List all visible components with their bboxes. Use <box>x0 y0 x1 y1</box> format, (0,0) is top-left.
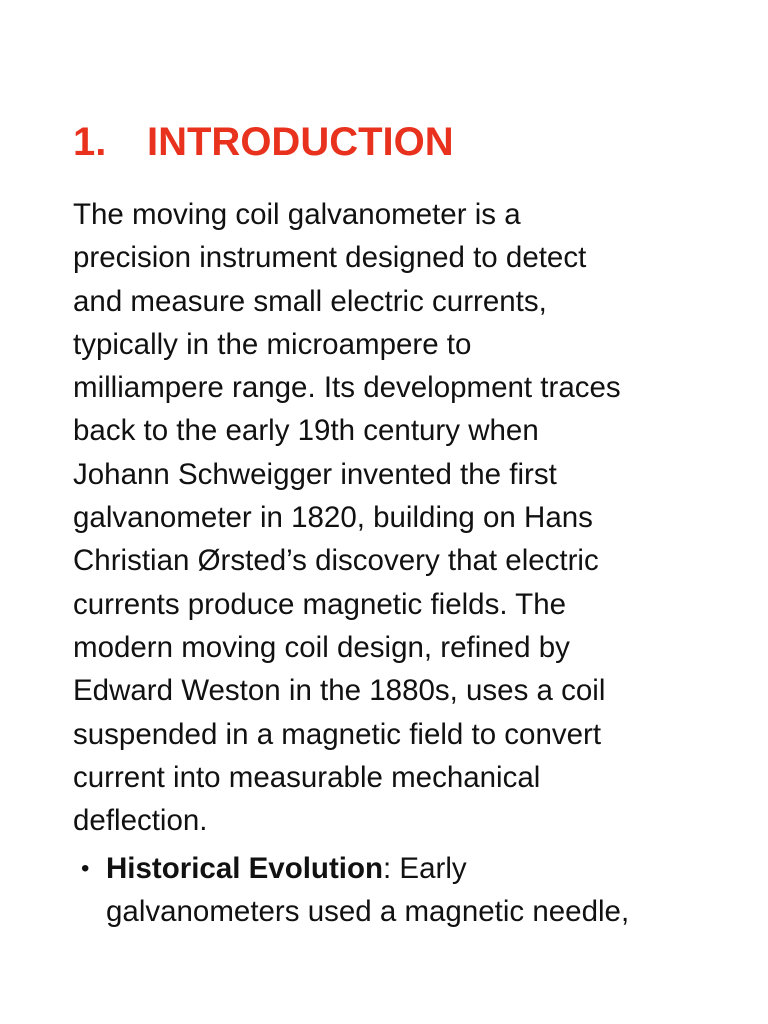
paragraph-line: current into measurable mechanical <box>73 760 541 794</box>
bullet-second-line: galvanometers used a magnetic needle, <box>106 895 630 929</box>
section-number: 1. <box>73 120 107 164</box>
paragraph-line: suspended in a magnetic field to convert <box>73 717 602 751</box>
paragraph-line: precision instrument designed to detect <box>73 241 587 275</box>
paragraph-line: galvanometer in 1820, building on Hans <box>73 501 593 535</box>
paragraph-line: and measure small electric currents, <box>73 284 547 318</box>
bullet-term: Historical Evolution <box>106 852 384 885</box>
section-title: INTRODUCTION <box>147 120 454 164</box>
paragraph-line: milliampere range. Its development traces <box>73 371 621 405</box>
paragraph-line: modern moving coil design, refined by <box>73 630 570 664</box>
paragraph-line: currents produce magnetic fields. The <box>73 587 567 621</box>
bullet-term-continuation: : Early <box>383 852 467 885</box>
paragraph-line: The moving coil galvanometer is a <box>73 198 521 231</box>
intro-paragraph <box>73 193 713 842</box>
paragraph-line: Edward Weston in the 1880s, uses a coil <box>73 674 606 708</box>
paragraph-line: Johann Schweigger invented the first <box>73 457 557 491</box>
paragraph-line: typically in the microampere to <box>73 327 472 361</box>
bullet-list <box>73 847 733 934</box>
paragraph-line: deflection. <box>73 804 208 838</box>
bullet-first-line <box>106 847 733 890</box>
section-heading <box>73 118 454 166</box>
paragraph-line: Christian Ørsted’s discovery that electric <box>73 544 599 578</box>
bullet-item-historical-evolution <box>73 847 733 934</box>
bullet-marker: • <box>81 855 90 882</box>
paragraph-line: back to the early 19th century when <box>73 414 539 448</box>
